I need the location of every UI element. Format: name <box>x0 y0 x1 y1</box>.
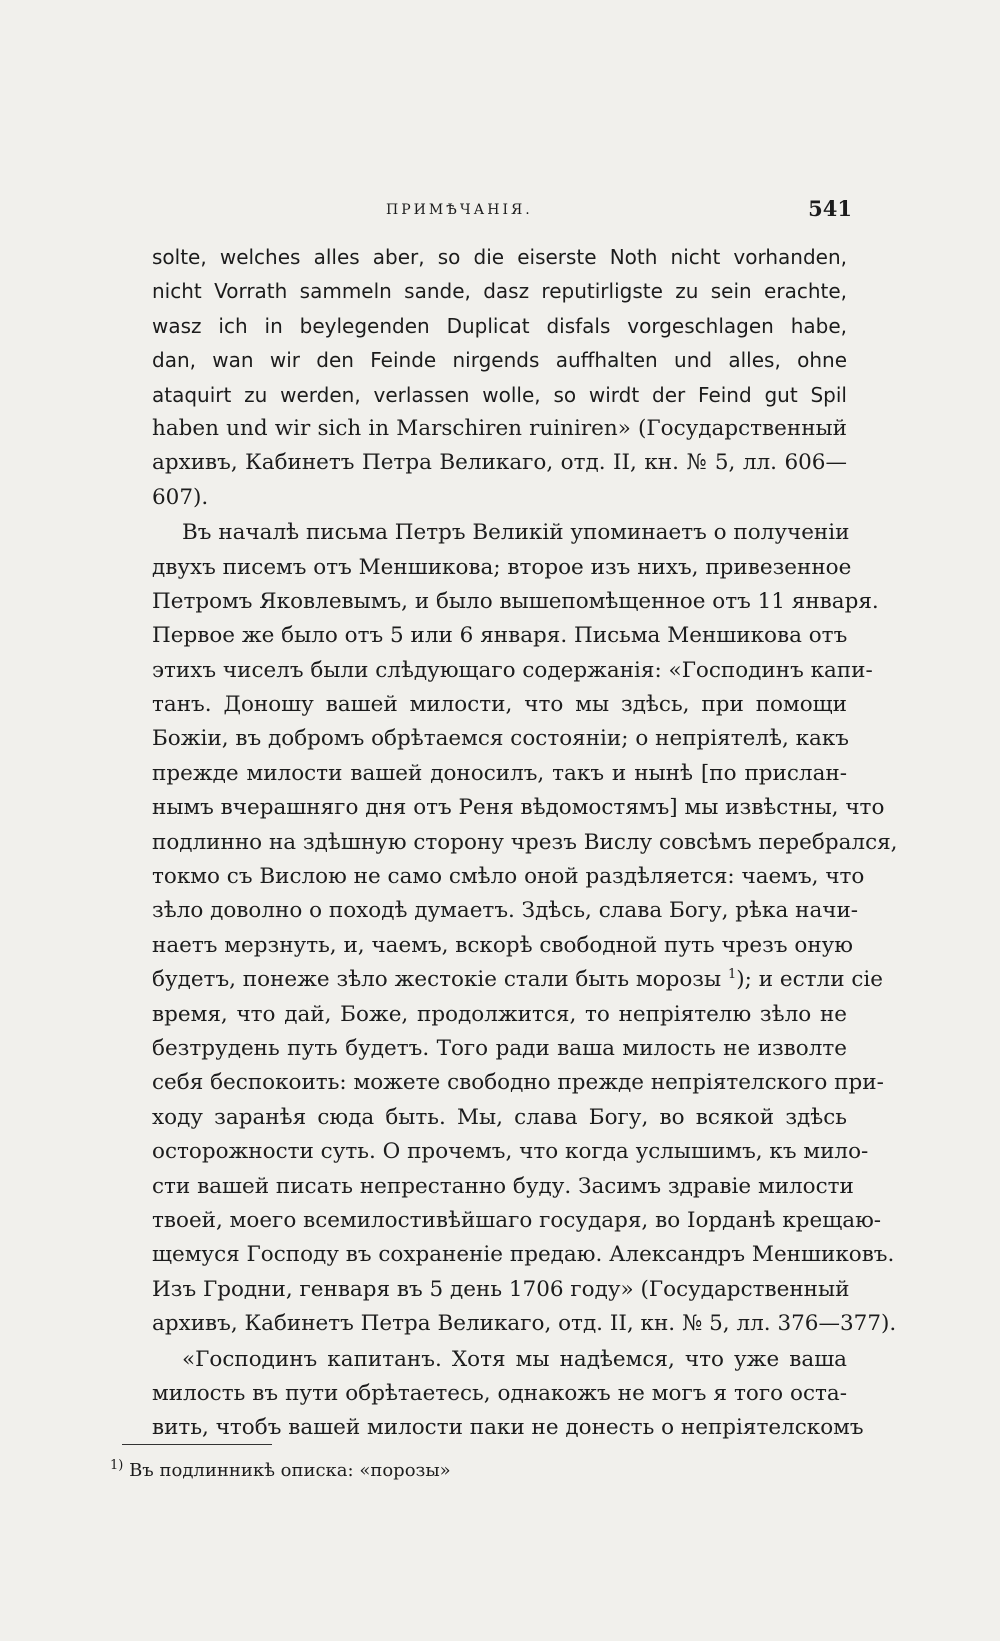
text-line: ataquirt zu werden, verlassen wolle, so wirdt der Feind gut Spil <box>152 382 847 407</box>
text-line: себя беспокоить: можете свободно прежде непріятелского при- <box>152 1070 884 1096</box>
footnote-marker: 1) <box>110 1458 124 1473</box>
page-header <box>152 198 852 228</box>
text-line: зѣло доволно о походѣ думаетъ. Здѣсь, слава Богу, рѣка начи- <box>152 898 859 924</box>
running-head: ПРИМѢЧАНІЯ. <box>386 202 533 218</box>
text-line: Петромъ Яковлевымъ, и было вышепомѣщенное отъ 11 января. <box>152 588 879 614</box>
text-line: сти вашей писать непрестанно буду. Засимъ здравіе милости <box>152 1173 854 1199</box>
text-line: 607). <box>152 484 209 510</box>
text-line: время, что дай, Боже, продолжится, то непріятелю зѣло не <box>152 1001 847 1027</box>
text-line: Въ началѣ письма Петръ Великій упоминаетъ о полученіи <box>182 520 850 546</box>
text-line: Изъ Гродни, генваря въ 5 день 1706 году» (Государственный <box>152 1276 850 1302</box>
text-line: haben und wir sich in Marschiren ruiniren» (Государственный <box>152 415 847 441</box>
footnote-reference: 1 <box>727 967 737 983</box>
text-line: Первое же было отъ 5 или 6 января. Письма Меншикова отъ <box>152 623 848 649</box>
text-line: архивъ, Кабинетъ Петра Великаго, отд. II, кн. № 5, лл. 606— <box>152 450 847 476</box>
text-line: танъ. Доношу вашей милости, что мы здѣсь, при помощи <box>152 692 847 718</box>
footnote-divider <box>122 1444 272 1445</box>
text-line: solte, welches alles aber, so die eiserste Noth nicht vorhanden, <box>152 245 847 269</box>
body-text <box>152 240 898 1446</box>
text-line: Божіи, въ добромъ обрѣтаемся состояніи; о непріятелѣ, какъ <box>152 726 849 752</box>
text-line-tail: ); и естли сіе <box>736 967 884 993</box>
text-line: nicht Vorrath sammeln sande, dasz reputirligste zu sein erachte, <box>152 279 847 304</box>
footnote <box>110 1458 451 1481</box>
text-line: вить, чтобъ вашей милости паки не донесть о непріятелскомъ <box>152 1415 864 1441</box>
text-line: ходу заранѣя сюда быть. Мы, слава Богу, во всякой здѣсь <box>152 1104 847 1130</box>
text-line: наетъ мерзнуть, и, чаемъ, вскорѣ свободной путь чрезъ оную <box>152 932 854 958</box>
text-line: dan, wan wir den Feinde nirgends auffhalten und alles, ohne <box>152 348 847 373</box>
text-line: этихъ чиселъ были слѣдующаго содержанія: «Господинъ капи- <box>152 657 873 683</box>
text-line: двухъ писемъ отъ Меншикова; второе изъ нихъ, привезенное <box>152 554 852 580</box>
text-line: будетъ, понеже зѣло жестокіе стали быть морозы <box>152 967 722 993</box>
text-line: нымъ вчерашняго дня отъ Реня вѣдомостямъ] мы извѣстны, что <box>152 795 885 821</box>
footnote-text: Въ подлинникѣ описка: «порозы» <box>129 1460 451 1481</box>
text-line: осторожности суть. О прочемъ, что когда услышимъ, къ мило- <box>152 1139 869 1165</box>
text-line: твоей, моего всемилостивѣйшаго государя, во Іорданѣ крещаю- <box>152 1207 882 1233</box>
text-line: архивъ, Кабинетъ Петра Великаго, отд. II, кн. № 5, лл. 376—377). <box>152 1311 897 1337</box>
text-line: токмо съ Вислою не само смѣло оной раздѣляется: чаемъ, что <box>152 864 865 890</box>
text-line-with-footnote <box>152 963 884 997</box>
text-line: безтрудень путь будетъ. Того ради ваша милость не изволте <box>152 1035 847 1061</box>
text-line: подлинно на здѣшную сторону чрезъ Вислу совсѣмъ перебрался, <box>152 829 898 855</box>
text-line: прежде милости вашей доносилъ, такъ и нынѣ [по прислан- <box>152 760 847 786</box>
page-number: 541 <box>808 196 852 221</box>
text-line: щемуся Господу въ сохраненіе предаю. Александръ Меншиковъ. <box>152 1242 895 1268</box>
text-line: милость въ пути обрѣтаетесь, однакожъ не могъ я того оста- <box>152 1380 847 1406</box>
text-line: «Господинъ капитанъ. Хотя мы надѣемся, что уже ваша <box>182 1346 847 1372</box>
text-line: wasz ich in beylegenden Duplicat disfals vorgeschlagen habe, <box>152 313 847 338</box>
